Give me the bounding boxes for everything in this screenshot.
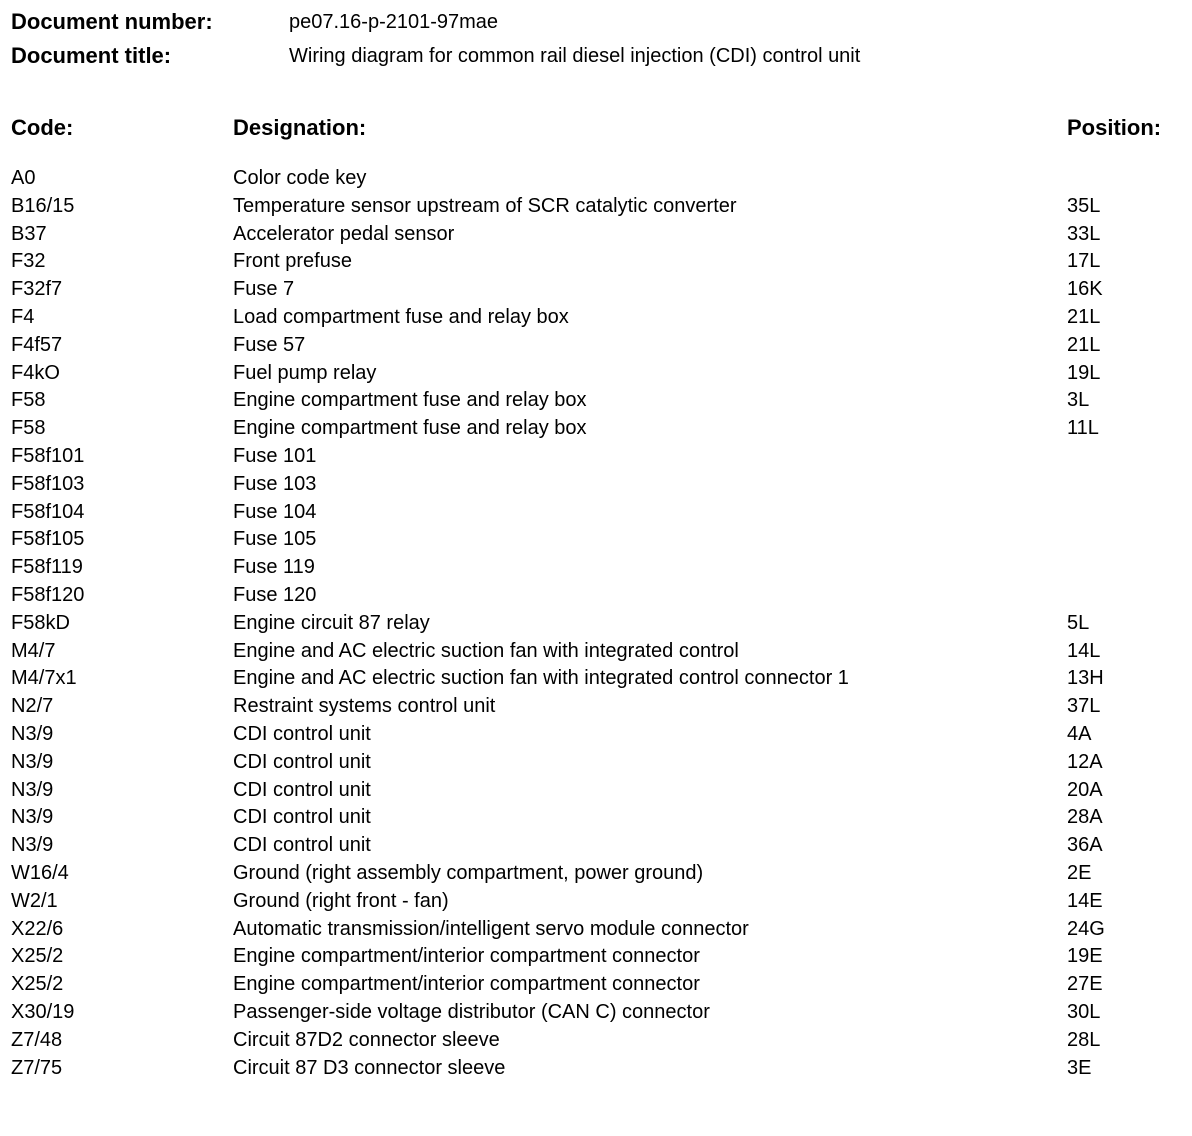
table-row [0,165,1192,193]
table-row [0,248,1192,276]
cell-designation: Fuse 104 [233,500,317,523]
table-row [0,276,1192,304]
table-row [0,916,1192,944]
table-row [0,499,1192,527]
cell-designation: Engine and AC electric suction fan with integrated control [233,639,739,662]
document-number-label: Document number: [11,9,213,34]
cell-code: F32f7 [11,278,63,301]
cell-code: X25/2 [11,945,64,968]
cell-code: N3/9 [11,834,54,857]
cell-code: F58 [11,389,46,412]
cell-code: N3/9 [11,778,54,801]
table-row [0,415,1192,443]
cell-position: 24G [1067,917,1105,940]
cell-code: F58f119 [11,556,83,579]
table-row [0,1055,1192,1083]
table-row [0,360,1192,388]
cell-code: N3/9 [11,806,54,829]
cell-position: 37L [1067,695,1101,718]
cell-code: W2/1 [11,889,58,912]
table-row [0,943,1192,971]
table-row [0,971,1192,999]
cell-code: F4 [11,305,35,328]
cell-code: F58kD [11,611,70,634]
cell-designation: Engine compartment fuse and relay box [233,389,587,412]
cell-designation: CDI control unit [233,806,371,829]
cell-position: 11L [1067,417,1099,440]
cell-code: F4f57 [11,333,63,356]
cell-position: 21L [1067,333,1101,356]
table-row [0,888,1192,916]
cell-code: F32 [11,250,46,273]
document-title-label: Document title: [11,43,172,68]
cell-position: 33L [1067,222,1101,245]
document-number-row [11,8,1111,36]
cell-position: 14E [1067,889,1103,912]
cell-code: F58f101 [11,444,85,467]
table-row [0,443,1192,471]
cell-position: 4A [1067,722,1092,745]
cell-code: Z7/48 [11,1028,63,1051]
component-table [0,165,1192,1082]
cell-designation: Engine and AC electric suction fan with integrated control connector 1 [233,667,849,690]
cell-designation: Fuse 7 [233,278,295,301]
cell-designation: Engine compartment/interior compartment connector [233,945,700,968]
cell-designation: Front prefuse [233,250,352,273]
cell-position: 20A [1067,778,1103,801]
cell-designation: Engine compartment fuse and relay box [233,417,587,440]
cell-designation: Ground (right assembly compartment, power ground) [233,861,704,884]
cell-position: 5L [1067,611,1090,634]
table-row [0,304,1192,332]
cell-position: 19L [1067,361,1101,384]
table-row [0,860,1192,888]
table-row [0,1027,1192,1055]
document-number-value: pe07.16-p-2101-97mae [289,11,499,33]
cell-position: 19E [1067,945,1103,968]
cell-position: 30L [1067,1000,1101,1023]
table-row [0,804,1192,832]
table-row [0,777,1192,805]
cell-designation: Automatic transmission/intelligent servo module connector [233,917,749,940]
cell-code: A0 [11,167,36,189]
cell-code: F58f103 [11,472,85,495]
cell-position: 28A [1067,806,1103,829]
cell-position: 28L [1067,1028,1101,1051]
cell-designation: Color code key [233,167,367,189]
cell-code: Z7/75 [11,1056,63,1079]
document-title-value: Wiring diagram for common rail diesel injection (CDI) control unit [289,45,861,67]
cell-designation: CDI control unit [233,778,371,801]
cell-designation: Fuel pump relay [233,361,377,384]
cell-code: N3/9 [11,750,54,773]
cell-position: 16K [1067,278,1103,301]
cell-code: F58f104 [11,500,85,523]
table-row [0,749,1192,777]
cell-designation: Temperature sensor upstream of SCR catalytic converter [233,194,737,217]
table-row [0,638,1192,666]
column-header-code: Code: [11,115,74,140]
table-row [0,526,1192,554]
cell-designation: CDI control unit [233,722,371,745]
cell-designation: Fuse 120 [233,583,317,606]
cell-designation: Fuse 105 [233,528,317,551]
cell-designation: Fuse 103 [233,472,317,495]
cell-code: X30/19 [11,1000,75,1023]
cell-designation: Circuit 87 D3 connector sleeve [233,1056,506,1079]
cell-position: 36A [1067,834,1103,857]
cell-code: X25/2 [11,973,64,996]
cell-position: 13H [1067,667,1104,690]
cell-code: M4/7x1 [11,667,77,690]
cell-designation: Circuit 87D2 connector sleeve [233,1028,500,1051]
cell-code: F58f120 [11,583,85,606]
cell-position: 3L [1067,389,1090,412]
column-header-position: Position: [1067,115,1162,140]
cell-designation: Ground (right front - fan) [233,889,449,912]
cell-position: 17L [1067,250,1101,273]
cell-code: F58 [11,417,46,440]
table-row [0,193,1192,221]
cell-code: F4kO [11,361,60,384]
table-row [0,999,1192,1027]
cell-designation: Engine circuit 87 relay [233,611,430,634]
cell-designation: CDI control unit [233,834,371,857]
document-title-row [11,42,1111,70]
cell-code: N3/9 [11,722,54,745]
table-row [0,221,1192,249]
table-row [0,582,1192,610]
table-row [0,332,1192,360]
table-row [0,471,1192,499]
cell-designation: Load compartment fuse and relay box [233,305,569,328]
table-row [0,554,1192,582]
cell-position: 12A [1067,750,1103,773]
cell-designation: Passenger-side voltage distributor (CAN C) connector [233,1000,710,1023]
cell-designation: Fuse 57 [233,333,306,356]
table-row [0,721,1192,749]
table-row [0,693,1192,721]
table-row [0,665,1192,693]
cell-code: B37 [11,222,47,245]
cell-designation: Fuse 101 [233,444,317,467]
cell-code: W16/4 [11,861,69,884]
cell-code: F58f105 [11,528,85,551]
cell-code: B16/15 [11,194,75,217]
cell-code: N2/7 [11,695,54,718]
table-row [0,610,1192,638]
cell-code: M4/7 [11,639,56,662]
cell-position: 27E [1067,973,1103,996]
table-row [0,387,1192,415]
cell-designation: Accelerator pedal sensor [233,222,455,245]
cell-designation: CDI control unit [233,750,371,773]
cell-position: 14L [1067,639,1101,662]
table-row [0,832,1192,860]
cell-designation: Restraint systems control unit [233,695,496,718]
cell-position: 35L [1067,194,1101,217]
cell-position: 2E [1067,861,1092,884]
cell-position: 21L [1067,305,1101,328]
cell-position: 3E [1067,1056,1092,1079]
cell-code: X22/6 [11,917,64,940]
cell-designation: Engine compartment/interior compartment connector [233,973,700,996]
cell-designation: Fuse 119 [233,556,315,579]
column-header-designation: Designation: [233,115,367,140]
